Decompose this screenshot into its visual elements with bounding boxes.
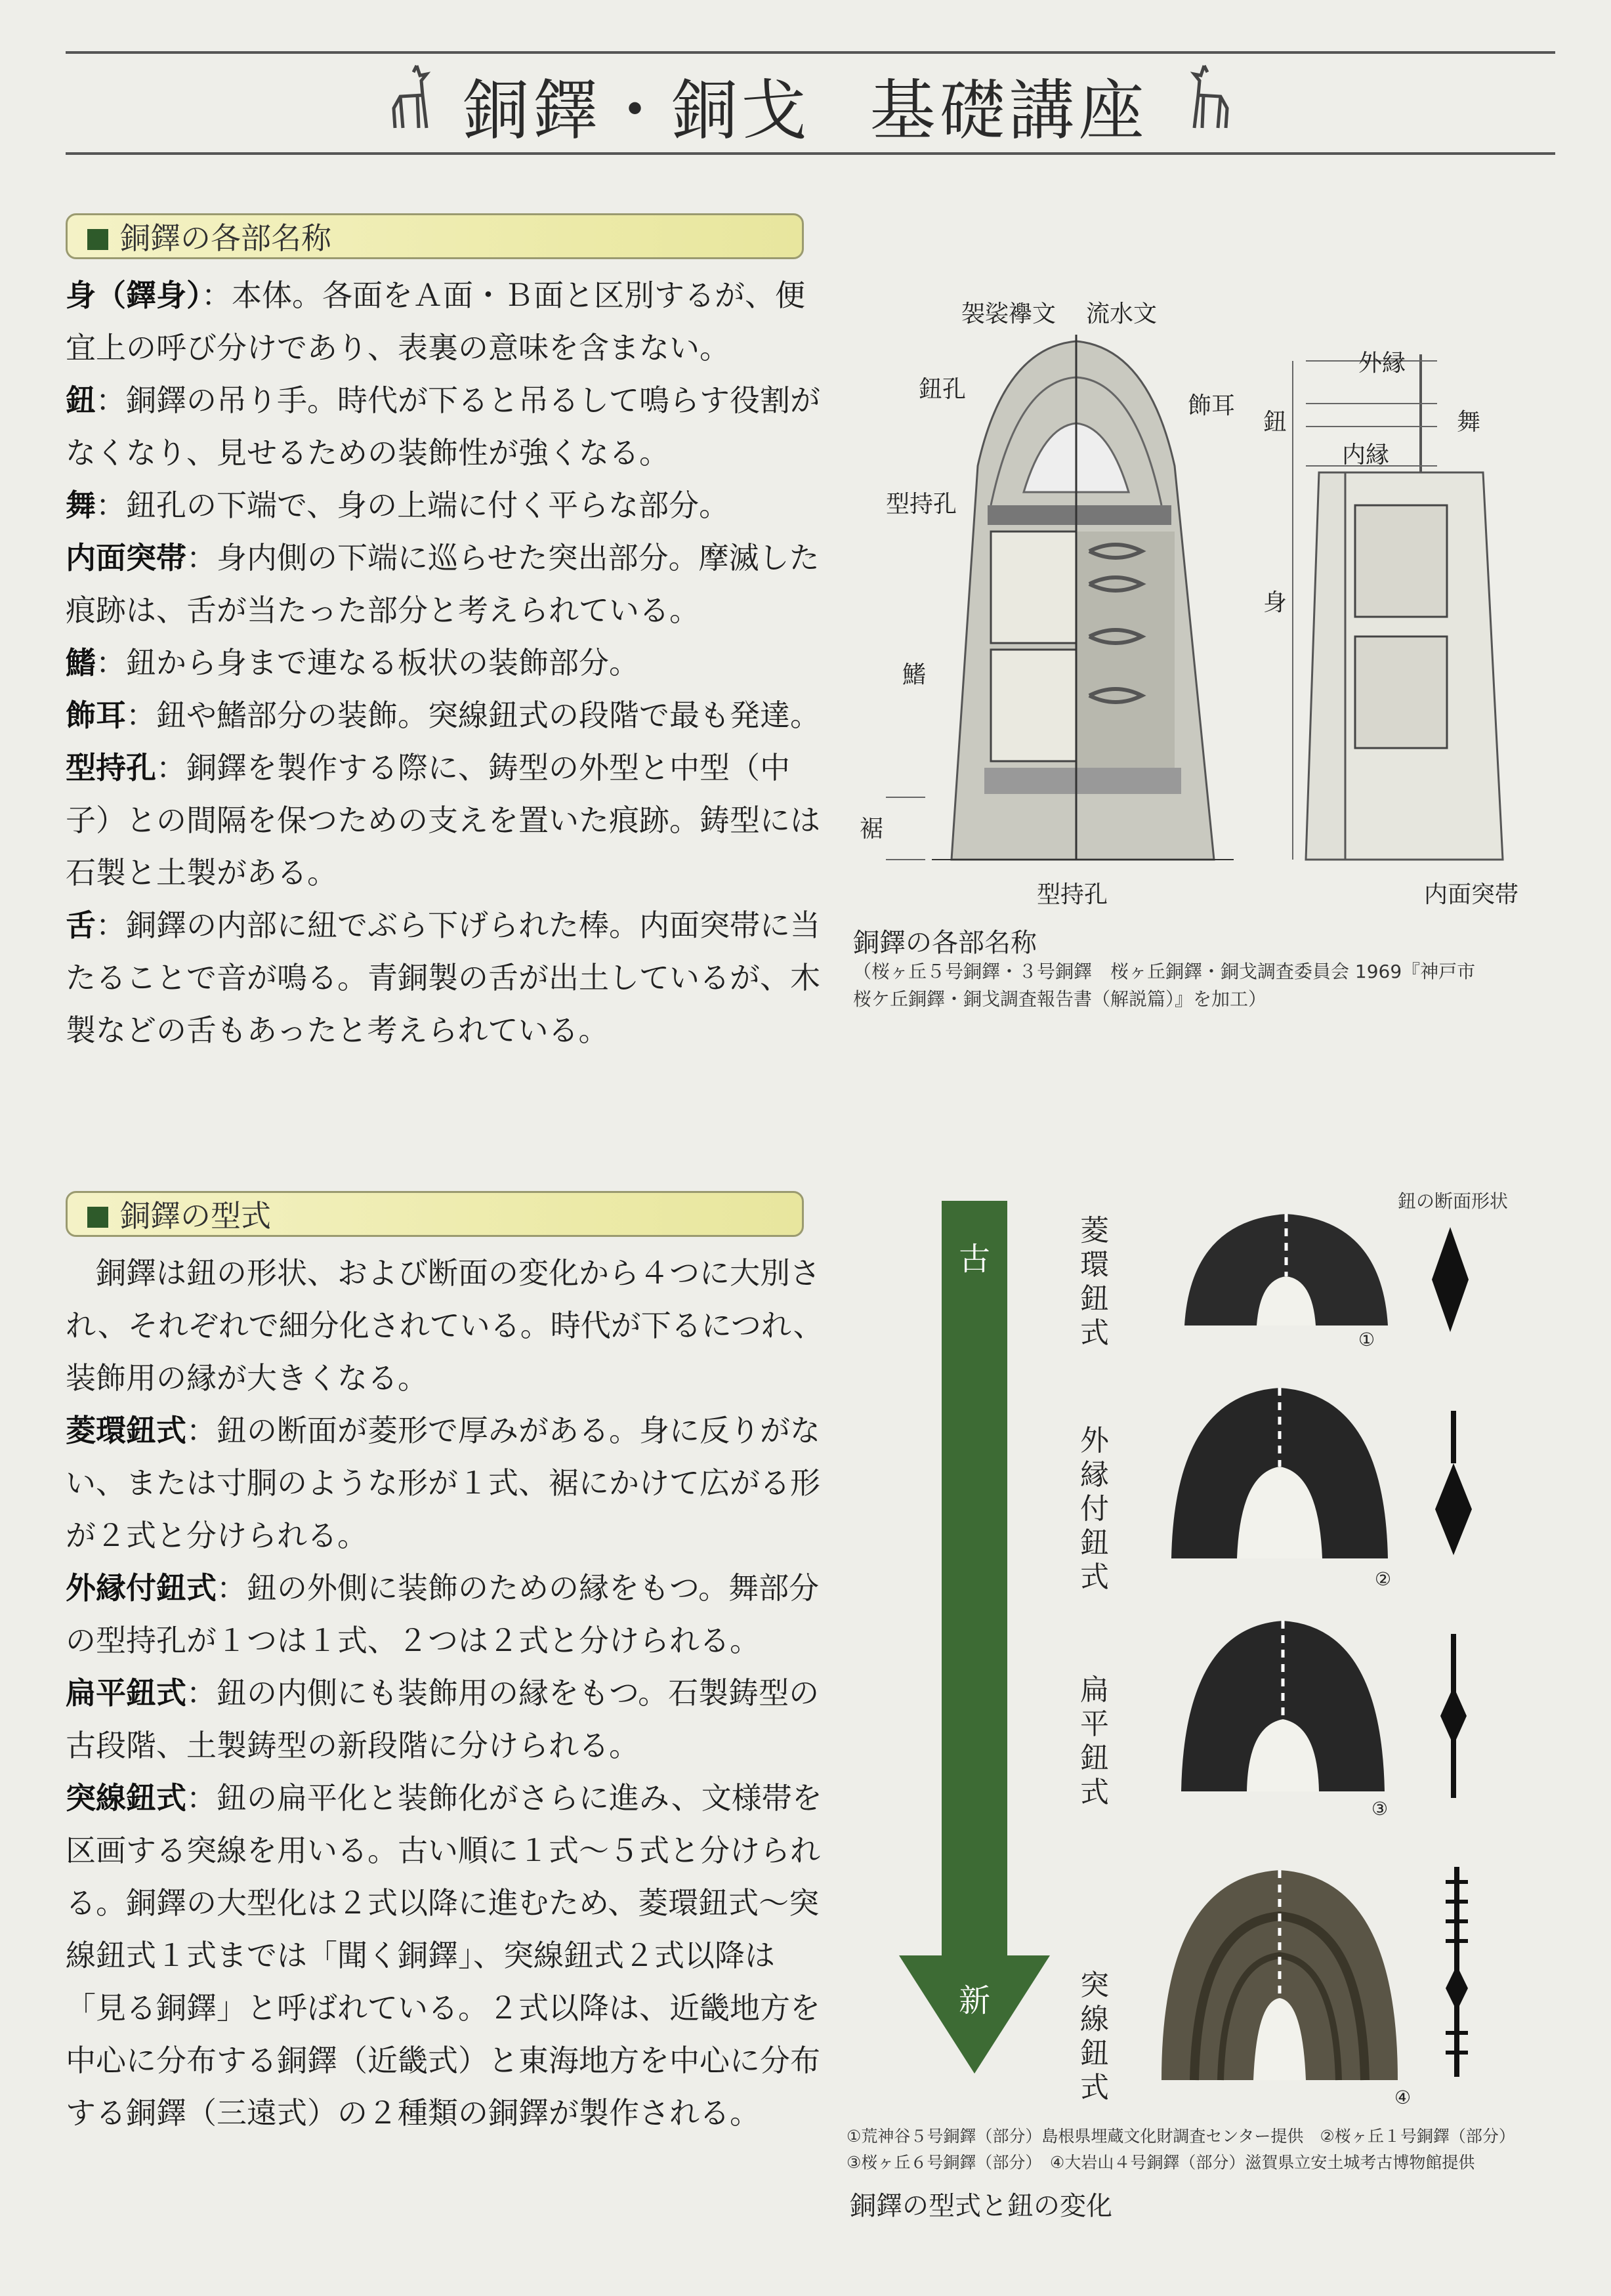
section-shape-4	[1440, 1867, 1473, 2077]
label-suso: 裾	[860, 816, 884, 843]
type-label-henpei: 扁平鈕式	[1080, 1673, 1109, 1809]
figure2-credit-line1: ①荒神谷５号銅鐸（部分）島根県埋蔵文化財調査センター提供 ②桜ヶ丘１号銅鐸（部分）	[847, 2127, 1515, 2146]
term: 鈕	[66, 383, 96, 418]
definition: ：鈕の扁平化と装飾化がさらに進み、文様帯を区画する突線を用いる。古い順に１式～５式と分けられる。銅鐸の大型化は２式以降に進むため、菱環鈕式～突線鈕式１式までは「聞く銅鐸」、突線鈕式２式以降は「見る銅鐸」と呼ばれている。２式以降は、近畿地方を中心に分布する銅鐸（近畿式）と東海地方を中心に分布する銅鐸（三遠式）の２種類の銅鐸が製作される。	[66, 1780, 822, 2131]
entry-hire	[66, 637, 827, 689]
section-header-parts	[66, 213, 804, 259]
label-chu: 鈕	[1263, 409, 1287, 436]
type-label-gaien: 外縁付鈕式	[1080, 1424, 1109, 1594]
type-num-4: ④	[1394, 2087, 1412, 2108]
type-num-2: ②	[1375, 1568, 1392, 1590]
type-label-ryokan: 菱環鈕式	[1080, 1214, 1109, 1350]
square-bullet-icon	[87, 1207, 108, 1228]
entry-zetsu	[66, 899, 827, 1056]
title-part2: 基礎講座	[869, 72, 1148, 149]
section-shape-label: 鈕の断面形状	[1398, 1190, 1509, 1212]
section-heading: 銅鐸の型式	[120, 1198, 271, 1234]
definition: ：鈕孔の下端で、身の上端に付く平らな部分。	[96, 488, 730, 523]
term: 型持孔	[66, 750, 156, 785]
definition: ：鈕や鰭部分の装飾。突線鈕式の段階で最も発達。	[126, 698, 820, 733]
figure1-source-line1: （桜ヶ丘５号銅鐸・３号銅鐸 桜ヶ丘銅鐸・銅戈調査委員会 1969『神戸市	[853, 961, 1476, 982]
timeline-arrow	[899, 1201, 1050, 2074]
bell-parts-diagram	[847, 269, 1568, 906]
entry-naimen	[66, 532, 827, 637]
entry-henpei	[66, 1667, 827, 1772]
deer-icon-right	[1181, 62, 1240, 135]
title-part1: 銅鐸・銅戈	[463, 72, 811, 149]
arrow-label-old: 古	[958, 1241, 990, 1278]
entry-tossen	[66, 1772, 827, 2139]
figure1-source-line2: 桜ケ丘銅鐸・銅戈調査報告書（解説篇）』を加工）	[853, 988, 1267, 1010]
label-naimen: 内面突帯	[1424, 881, 1519, 908]
bell-image-4	[1155, 1864, 1404, 2087]
definition: ：銅鐸を製作する際に、鋳型の外型と中型（中子）との間隔を保つための支えを置いた痕跡。鋳型には石製と土製がある。	[66, 750, 820, 890]
bottom-rule	[66, 152, 1555, 155]
term: 舞	[66, 488, 96, 523]
definition: ：鈕の外側に装飾のための縁をもつ。舞部分の型持孔が１つは１式、２つは２式と分けられる。	[66, 1570, 820, 1658]
term: 鰭	[66, 645, 96, 680]
label-hire: 鰭	[902, 661, 927, 688]
type-num-3: ③	[1371, 1798, 1389, 1820]
label-mi: 身	[1263, 589, 1287, 616]
label-chuko: 鈕孔	[919, 376, 967, 403]
label-kesa: 袈裟襷文	[961, 301, 1057, 327]
term: 突線鈕式	[66, 1780, 186, 1816]
term: 外縁付鈕式	[66, 1570, 217, 1606]
label-naien: 内縁	[1342, 442, 1390, 469]
definition: ：鈕の内側にも装飾用の縁をもつ。石製鋳型の古段階、土製鋳型の新段階に分けられる。	[66, 1675, 820, 1763]
entry-kazarimimi	[66, 689, 827, 741]
term: 菱環鈕式	[66, 1413, 186, 1448]
entry-ryokan	[66, 1404, 827, 1562]
label-kazarimimi: 飾耳	[1188, 392, 1236, 419]
term: 舌	[66, 908, 96, 943]
section-shape-3	[1437, 1634, 1470, 1798]
term: 身（鐸身）	[66, 278, 201, 313]
label-gaien: 外縁	[1358, 350, 1406, 377]
term: 飾耳	[66, 698, 126, 733]
section-shape-1	[1431, 1227, 1470, 1332]
types-text	[66, 1247, 827, 2139]
bell-image-1	[1178, 1207, 1394, 1332]
term: 内面突帯	[66, 540, 186, 575]
type-num-1: ①	[1358, 1329, 1375, 1350]
label-ryusui: 流水文	[1086, 301, 1158, 327]
bell-image-3	[1175, 1614, 1391, 1798]
definition: ：銅鐸の内部に紐でぶら下げられた棒。内面突帯に当たることで音が鳴る。青銅製の舌が出土しているが、木製などの舌もあったと考えられている。	[66, 908, 820, 1048]
definition: ：銅鐸の吊り手。時代が下ると吊るして鳴らす役割がなくなり、見せるための装飾性が強くなる。	[66, 383, 820, 470]
section-header-types	[66, 1191, 804, 1237]
figure1-caption: 銅鐸の各部名称	[853, 928, 1037, 958]
section-shape-2	[1434, 1411, 1473, 1562]
section-heading: 銅鐸の各部名称	[120, 220, 331, 256]
parts-text	[66, 269, 827, 1056]
term: 扁平鈕式	[66, 1675, 186, 1711]
bell-image-2	[1165, 1381, 1394, 1565]
definition: ：本体。各面をＡ面・Ｂ面と区別するが、便宜上の呼び分けであり、表裏の意味を含まない。	[66, 278, 805, 365]
definition: ：鈕から身まで連なる板状の装飾部分。	[96, 645, 639, 680]
types-intro: 銅鐸は鈕の形状、および断面の変化から４つに大別され、それぞれで細分化されている。時代が下るにつれ、装飾用の縁が大きくなる。	[66, 1255, 824, 1396]
top-rule	[66, 51, 1555, 54]
type-label-tossen: 突線鈕式	[1080, 1969, 1109, 2104]
entry-gaienfuchu	[66, 1562, 827, 1667]
definition: ：鈕の断面が菱形で厚みがある。身に反りがない、または寸胴のような形が１式、裾にかけて広がる形が２式と分けられる。	[66, 1413, 820, 1553]
entry-katamochi	[66, 741, 827, 899]
arrow-label-new: 新	[958, 1982, 990, 2019]
bell-drawing	[847, 269, 1568, 906]
entry-chu	[66, 374, 827, 479]
label-katamochi-lower: 型持孔	[1037, 881, 1108, 908]
definition: ：身内側の下端に巡らせた突出部分。摩滅した痕跡は、舌が当たった部分と考えられている。	[66, 540, 820, 628]
figure2-caption: 銅鐸の型式と鈕の変化	[850, 2191, 1112, 2221]
page-title	[0, 58, 1611, 152]
figure2-credit-line2: ③桜ヶ丘６号銅鐸（部分） ④大岩山４号銅鐸（部分）滋賀県立安土城考古博物館提供	[847, 2153, 1475, 2172]
entry-mai	[66, 479, 827, 532]
square-bullet-icon	[87, 229, 108, 250]
label-katamochi-upper: 型持孔	[886, 491, 957, 518]
label-mai: 舞	[1457, 409, 1481, 436]
entry-mi	[66, 269, 827, 374]
